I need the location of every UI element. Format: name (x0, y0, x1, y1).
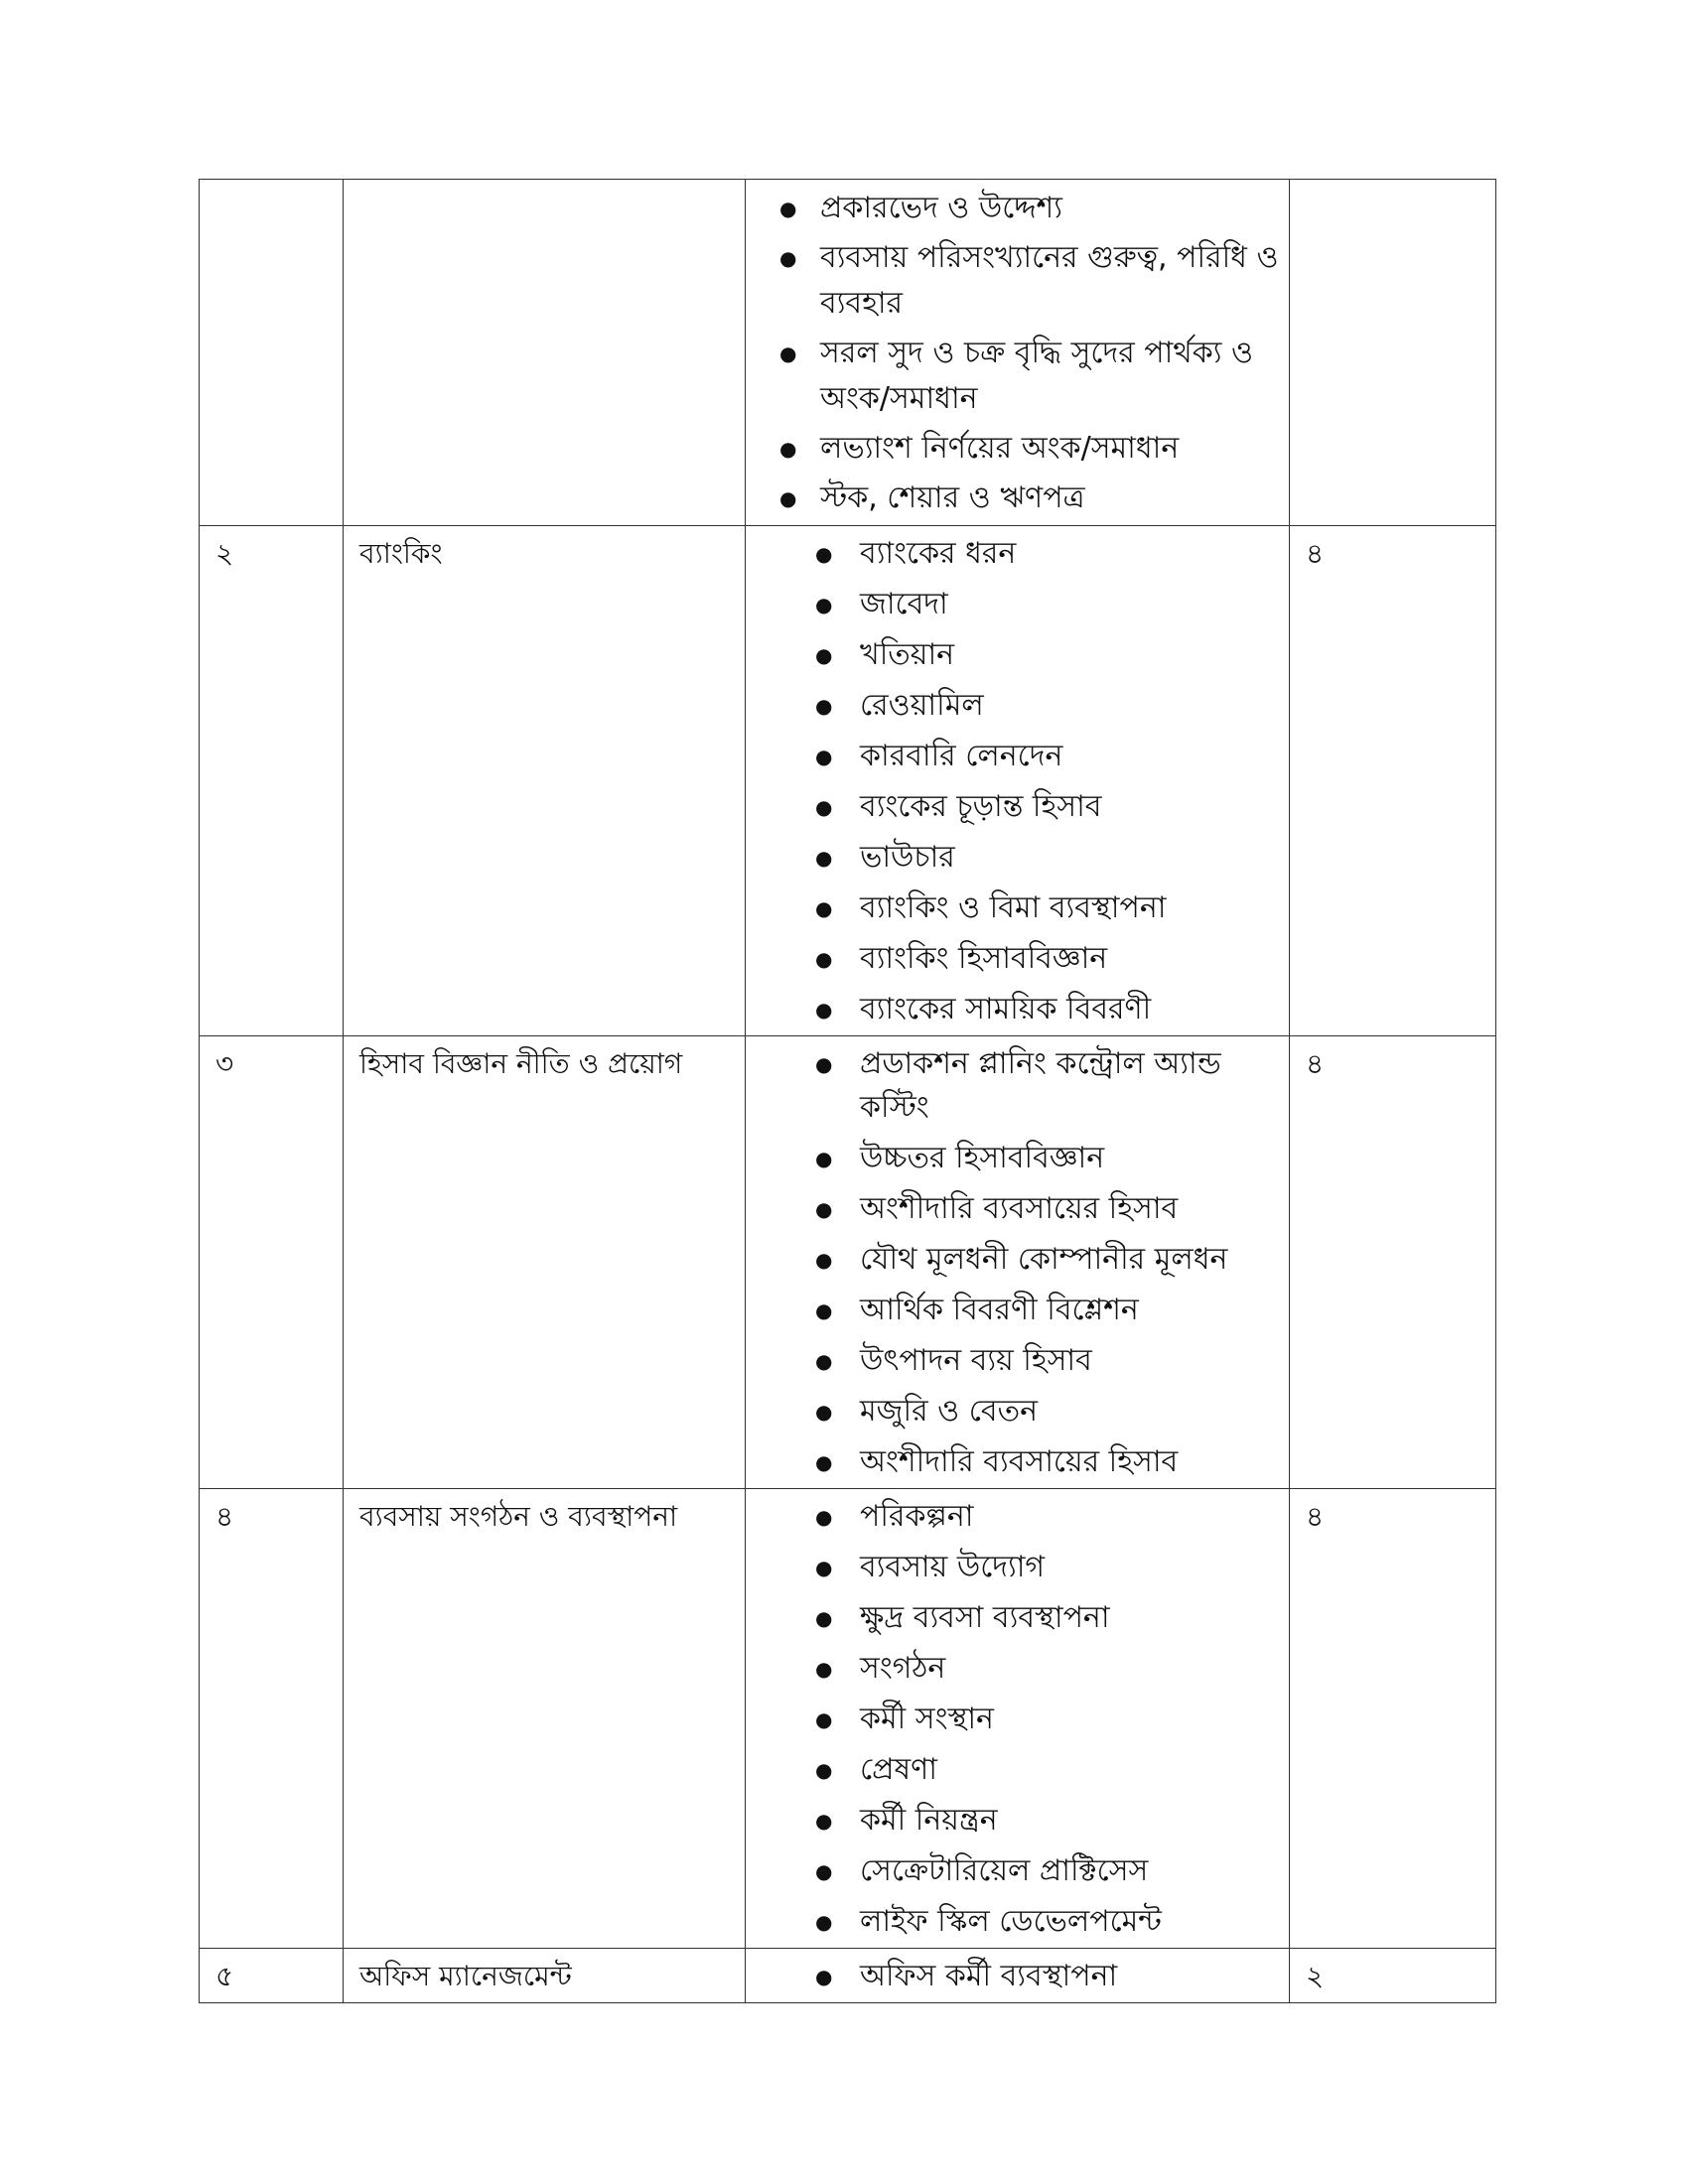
marks-value: ৪ (1306, 1500, 1325, 1533)
table-row (200, 1036, 1496, 1489)
table-row (200, 1489, 1496, 1949)
table-row (200, 1949, 1496, 2003)
marks-cell (1290, 1036, 1496, 1489)
topic-item: ● ক্ষুদ্র ব্যবসা ব্যবস্থাপনা (746, 1596, 1281, 1640)
serial-number: ২ (215, 537, 234, 570)
topic-item: ● পরিকল্পনা (746, 1495, 1281, 1539)
topic-item: ● ব্যাংকিং হিসাববিজ্ঞান (746, 937, 1281, 981)
subject-name: হিসাব বিজ্ঞান নীতি ও প্রয়োগ (359, 1047, 683, 1080)
topics-cell (746, 1949, 1290, 2003)
marks-cell (1290, 1489, 1496, 1949)
topic-item: ● খতিয়ান (746, 633, 1281, 677)
topic-item: ● প্রেষণা (746, 1748, 1281, 1792)
topic-item: ● ব্যংকের চূড়ান্ত হিসাব (746, 785, 1281, 829)
topic-list (746, 1949, 1289, 2002)
serial-cell (200, 526, 344, 1036)
subject-cell (344, 180, 746, 526)
topic-item: ● অংশীদারি ব্যবসায়ের হিসাব (746, 1440, 1281, 1484)
topic-item: ● লাইফ স্কিল ডেভেলপমেন্ট (746, 1900, 1281, 1944)
subject-name: অফিস ম্যানেজমেন্ট (359, 1960, 572, 1992)
topic-item: ● ভাউচার (746, 836, 1281, 880)
topic-item: ● আর্থিক বিবরণী বিশ্লেশন (746, 1289, 1281, 1332)
serial-cell (200, 1036, 344, 1489)
serial-cell (200, 180, 344, 526)
marks-value: ৪ (1306, 1047, 1325, 1080)
topic-item: ● প্রকারভেদ ও উদ্দেশ্য (746, 186, 1281, 231)
topic-item: ● কর্মী সংস্থান (746, 1698, 1281, 1741)
subject-cell (344, 1949, 746, 2003)
topic-item: ● উচ্চতর হিসাববিজ্ঞান (746, 1137, 1281, 1180)
topic-item: ● রেওয়ামিল (746, 684, 1281, 728)
topic-item: ● যৌথ মূলধনী কোম্পানীর মূলধন (746, 1238, 1281, 1282)
marks-value: ৪ (1306, 537, 1325, 570)
topic-item: ● ব্যাংকের সাময়িক বিবরণী (746, 988, 1281, 1031)
topics-cell (746, 180, 1290, 526)
topics-cell (746, 1036, 1290, 1489)
serial-number: ৪ (215, 1500, 234, 1533)
subject-name: ব্যাংকিং (359, 537, 443, 570)
topics-cell (746, 526, 1290, 1036)
serial-number: ৫ (215, 1960, 234, 1992)
topic-item: ● সেক্রেটারিয়েল প্রাক্টিসেস (746, 1849, 1281, 1893)
subject-cell (344, 526, 746, 1036)
serial-number: ৩ (215, 1047, 234, 1080)
subject-cell (344, 1036, 746, 1489)
topic-item: ● উৎপাদন ব্যয় হিসাব (746, 1339, 1281, 1383)
table-row (200, 526, 1496, 1036)
syllabus-table (199, 179, 1496, 2003)
serial-cell (200, 1949, 344, 2003)
topic-item: ● ব্যবসায় উদ্যোগ (746, 1546, 1281, 1589)
topic-item: ● কারবারি লেনদেন (746, 735, 1281, 778)
marks-value (1290, 180, 1495, 188)
topic-item: ● প্রডাকশন প্লানিং কন্ট্রোল অ্যান্ড কস্টিং (746, 1042, 1281, 1130)
marks-cell (1290, 1949, 1496, 2003)
subject-name: ব্যবসায় সংগঠন ও ব্যবস্থাপনা (359, 1500, 678, 1533)
topic-list (746, 180, 1289, 525)
topic-item: ● ব্যাংকের ধরন (746, 532, 1281, 576)
topic-list (746, 1489, 1289, 1948)
topic-item: ● সরল সুদ ও চক্র বৃদ্ধি সুদের পার্থক্য ও অংক/সমাধান (746, 331, 1281, 422)
marks-cell (1290, 180, 1496, 526)
topic-item: ● অংশীদারি ব্যবসায়ের হিসাব (746, 1187, 1281, 1231)
topic-item: ● অফিস কর্মী ব্যবস্থাপনা (746, 1955, 1281, 1998)
serial-cell (200, 1489, 344, 1949)
topic-item: ● স্টক, শেয়ার ও ঋণপত্র (746, 476, 1281, 521)
topic-item: ● ব্যাংকিং ও বিমা ব্যবস্থাপনা (746, 887, 1281, 930)
subject-name (344, 180, 745, 188)
topic-item: ● জাবেদা (746, 583, 1281, 626)
topic-list (746, 526, 1289, 1035)
topic-item: ● ব্যবসায় পরিসংখ্যানের গুরুত্ব, পরিধি ও ব্যবহার (746, 235, 1281, 327)
topic-list (746, 1036, 1289, 1488)
marks-value: ২ (1306, 1960, 1325, 1992)
topic-item: ● মজুরি ও বেতন (746, 1390, 1281, 1433)
table-row (200, 180, 1496, 526)
serial-number (200, 180, 343, 188)
marks-cell (1290, 526, 1496, 1036)
topic-item: ● কর্মী নিয়ন্ত্রন (746, 1799, 1281, 1843)
topic-item: ● সংগঠন (746, 1647, 1281, 1691)
subject-cell (344, 1489, 746, 1949)
topics-cell (746, 1489, 1290, 1949)
topic-item: ● লভ্যাংশ নির্ণয়ের অংক/সমাধান (746, 426, 1281, 472)
